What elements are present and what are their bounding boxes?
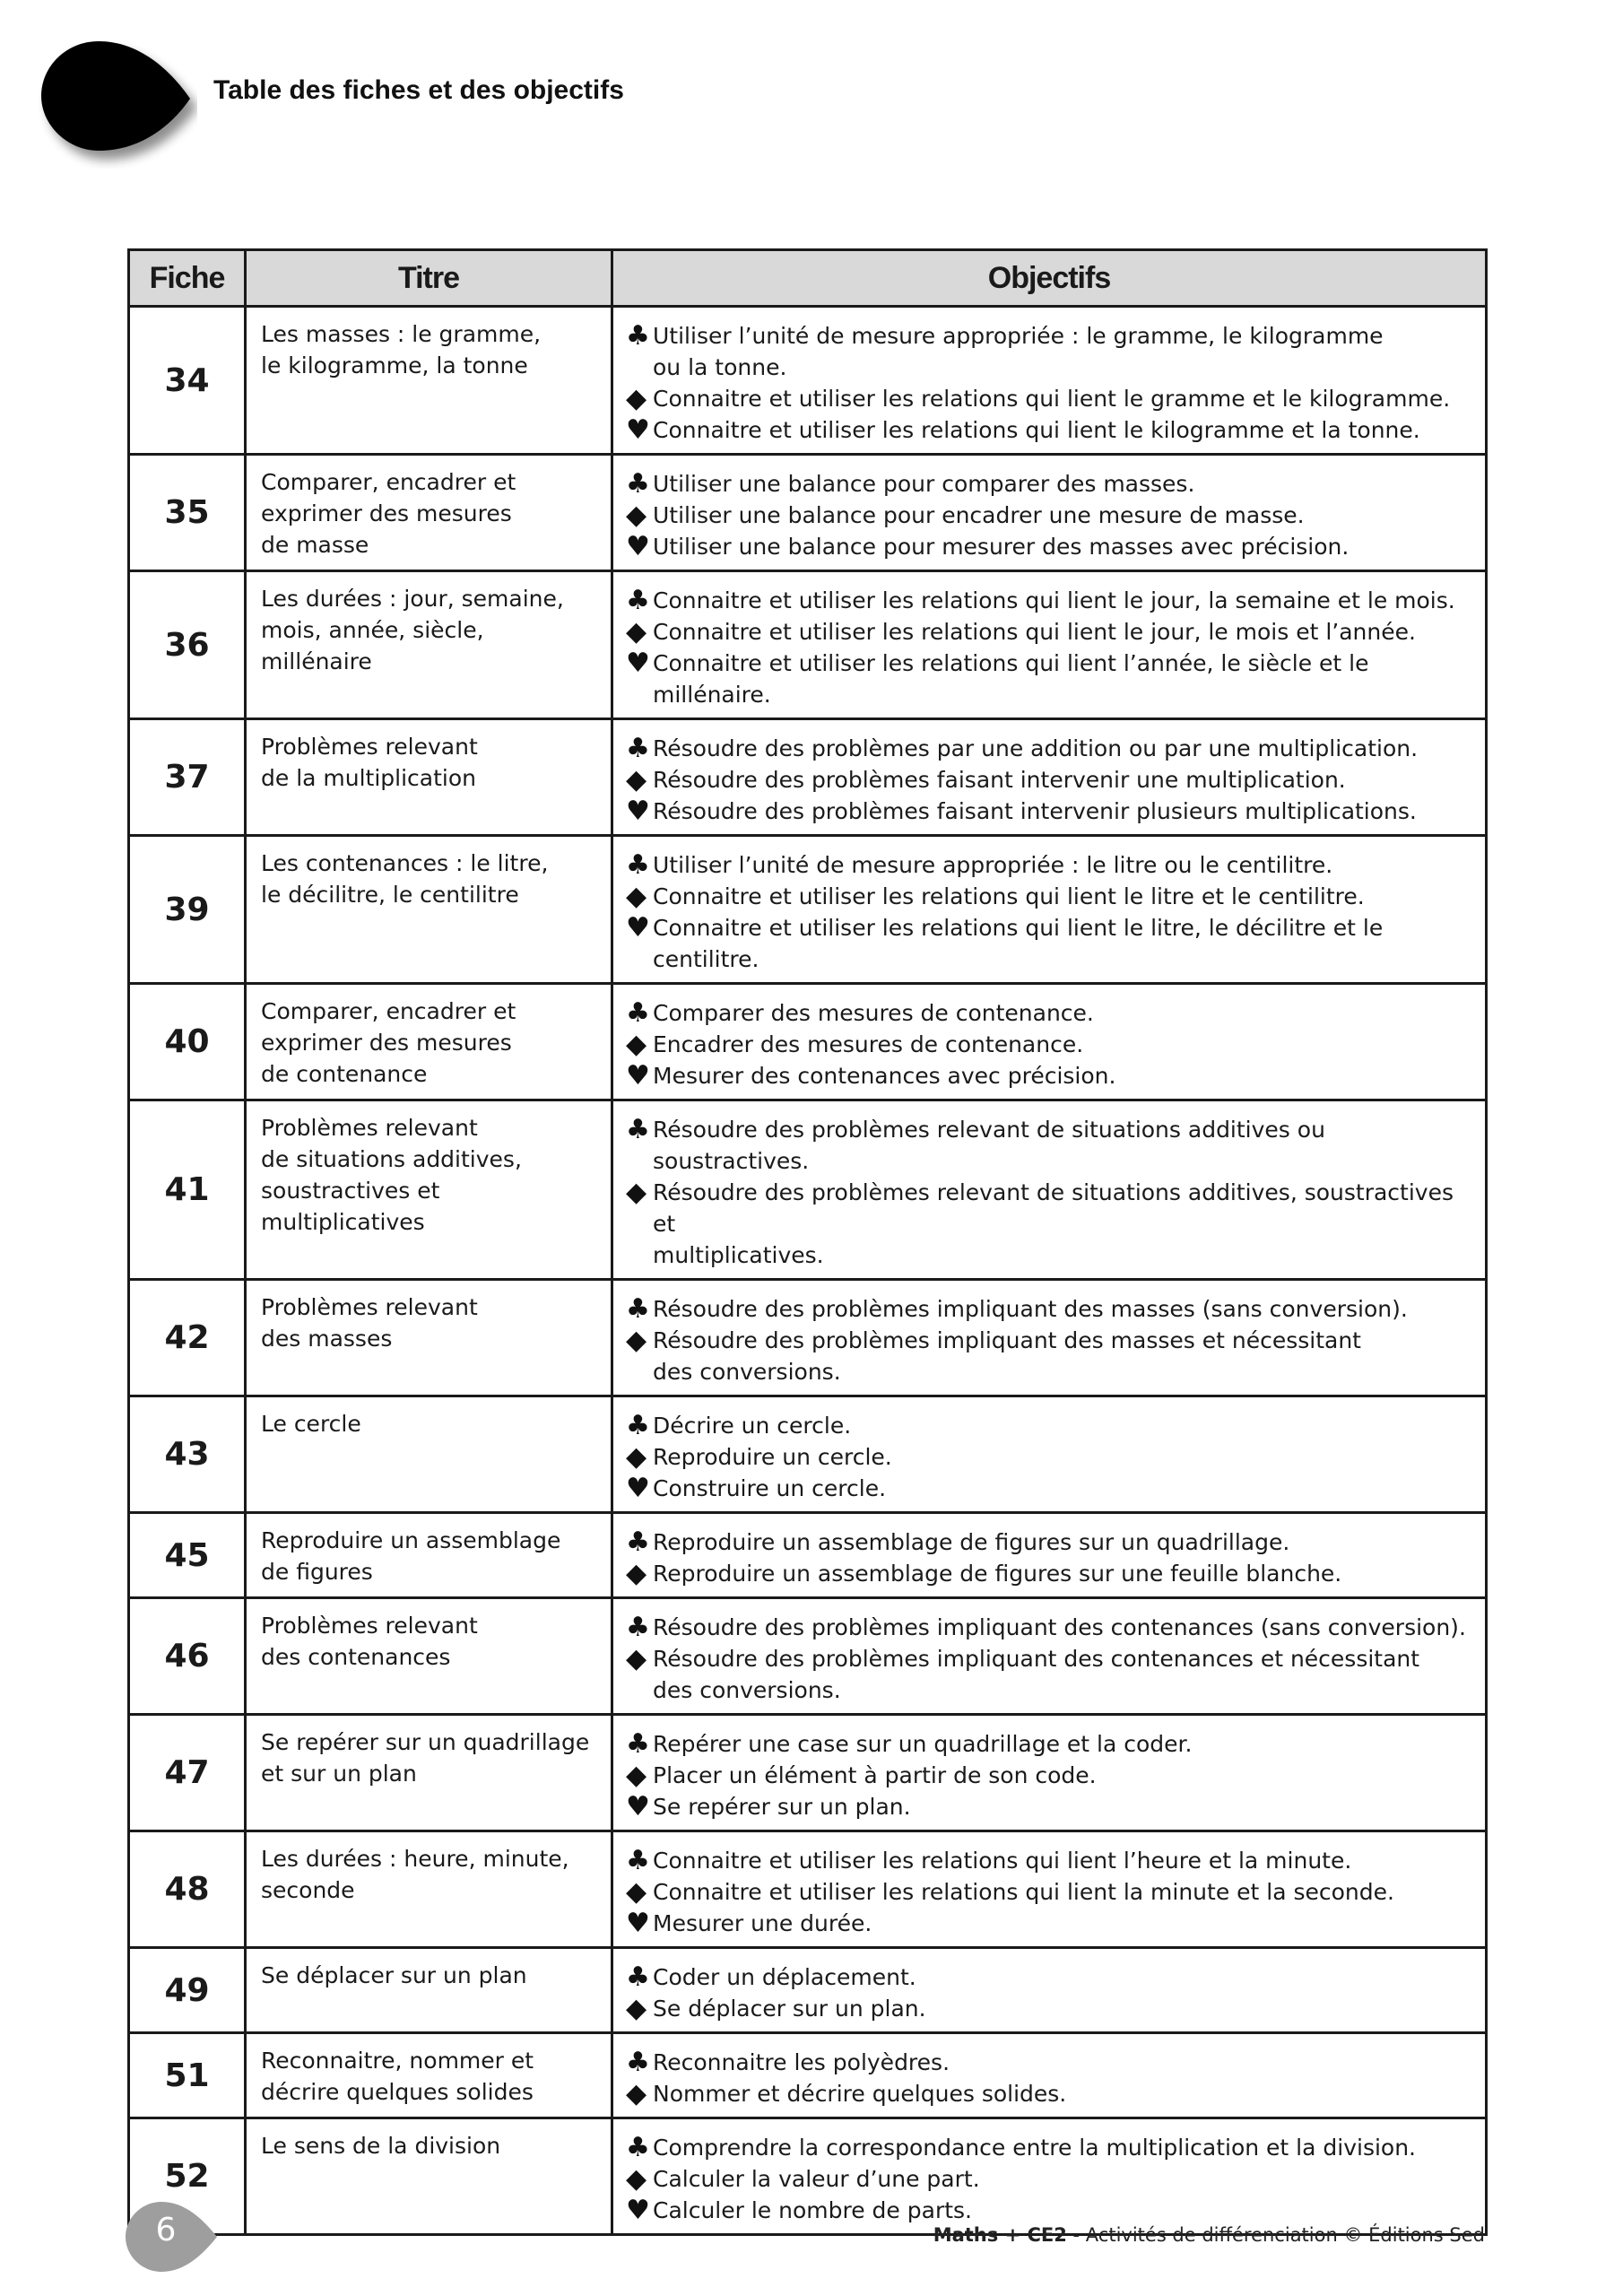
objective-text: Mesurer une durée.: [653, 1910, 872, 1936]
fiche-number: 45: [129, 1513, 246, 1598]
objective-text: Calculer le nombre de parts.: [653, 2197, 972, 2223]
fiche-title: Le cercle: [246, 1396, 612, 1513]
objective-item: [626, 1760, 1478, 1791]
objective-text: Connaitre et utiliser les relations qui lient le litre et le centilitre.: [653, 883, 1365, 909]
club-icon: ♣: [626, 733, 650, 764]
table-row: [129, 1280, 1487, 1396]
objective-text: Utiliser l’unité de mesure appropriée : le gramme, le kilogramme ou la tonne.: [653, 323, 1384, 380]
objective-item: [626, 1961, 1478, 1993]
objective-text: Se déplacer sur un plan.: [653, 1996, 926, 2022]
club-icon: ♣: [626, 1114, 650, 1145]
objective-item: [626, 733, 1478, 764]
fiche-objectives: [612, 1396, 1487, 1513]
fiche-title: Les durées : jour, semaine, mois, année, siècle, millénaire: [246, 571, 612, 719]
diamond-icon: ◆: [626, 1325, 647, 1356]
club-icon: ♣: [626, 1845, 650, 1876]
fiche-objectives: [612, 1831, 1487, 1948]
fiche-objectives: [612, 836, 1487, 984]
fiche-objectives: [612, 1280, 1487, 1396]
objective-text: Résoudre des problèmes par une addition ou par une multiplication.: [653, 735, 1419, 761]
table-row: [129, 984, 1487, 1100]
fiche-title: Problèmes relevant des contenances: [246, 1598, 612, 1715]
fiche-number: 37: [129, 719, 246, 836]
heart-icon: ♥: [626, 414, 650, 446]
diamond-icon: ◆: [626, 500, 647, 531]
objective-item: [626, 1526, 1478, 1558]
objective-item: [626, 1325, 1478, 1387]
club-icon: ♣: [626, 1293, 650, 1325]
fiche-number: 42: [129, 1280, 246, 1396]
heart-icon: ♥: [626, 1473, 650, 1504]
fiche-title: Reproduire un assemblage de figures: [246, 1513, 612, 1598]
diamond-icon: ◆: [626, 881, 647, 912]
objective-item: [626, 648, 1478, 710]
club-icon: ♣: [626, 997, 650, 1029]
objective-item: [626, 1908, 1478, 1939]
heart-icon: ♥: [626, 796, 650, 827]
fiche-number: 36: [129, 571, 246, 719]
heart-icon: ♥: [626, 1060, 650, 1091]
objective-item: [626, 1114, 1478, 1177]
column-header-titre: Titre: [246, 250, 612, 307]
objective-text: Connaitre et utiliser les relations qui lient le jour, le mois et l’année.: [653, 619, 1416, 645]
objective-item: [626, 1060, 1478, 1091]
objective-text: Calculer la valeur d’une part.: [653, 2166, 980, 2192]
diamond-icon: ◆: [626, 1643, 647, 1674]
objective-item: [626, 764, 1478, 796]
fiche-objectives: [612, 1948, 1487, 2033]
diamond-icon: ◆: [626, 1876, 647, 1908]
objective-text: Utiliser une balance pour encadrer une mesure de masse.: [653, 502, 1305, 528]
objective-item: [626, 468, 1478, 500]
heart-icon: ♥: [626, 912, 650, 944]
objective-item: [626, 2132, 1478, 2163]
objective-item: [626, 1029, 1478, 1060]
heart-icon: ♥: [626, 1791, 650, 1822]
objective-item: [626, 796, 1478, 827]
fiche-title: Les contenances : le litre, le décilitre, le centilitre: [246, 836, 612, 984]
objective-item: [626, 1558, 1478, 1589]
objective-text: Se repérer sur un plan.: [653, 1794, 911, 1820]
objective-item: [626, 1993, 1478, 2024]
club-icon: ♣: [626, 1410, 650, 1441]
club-icon: ♣: [626, 2047, 650, 2078]
page-title: Table des fiches et des objectifs: [213, 75, 624, 105]
objective-text: Repérer une case sur un quadrillage et la coder.: [653, 1731, 1193, 1757]
table-row: [129, 719, 1487, 836]
diamond-icon: ◆: [626, 2163, 647, 2195]
fiche-number: 39: [129, 836, 246, 984]
club-icon: ♣: [626, 1526, 650, 1558]
club-icon: ♣: [626, 585, 650, 616]
diamond-icon: ◆: [626, 616, 647, 648]
heart-icon: ♥: [626, 648, 650, 679]
fiche-number: 49: [129, 1948, 246, 2033]
objective-text: Résoudre des problèmes impliquant des contenances (sans conversion).: [653, 1614, 1466, 1640]
objective-item: [626, 2195, 1478, 2226]
fiche-number: 35: [129, 455, 246, 571]
heart-icon: ♥: [626, 2195, 650, 2226]
objective-item: [626, 1441, 1478, 1473]
table-row: [129, 571, 1487, 719]
objectives-table: [127, 248, 1488, 2236]
objective-item: [626, 1473, 1478, 1504]
fiche-number: 48: [129, 1831, 246, 1948]
objective-item: [626, 500, 1478, 531]
fiche-objectives: [612, 2033, 1487, 2118]
club-icon: ♣: [626, 1728, 650, 1760]
objective-text: Mesurer des contenances avec précision.: [653, 1063, 1116, 1089]
diamond-icon: ◆: [626, 1177, 647, 1208]
column-header-fiche: Fiche: [129, 250, 246, 307]
header-badge-shape: [36, 34, 197, 169]
objective-text: Reconnaitre les polyèdres.: [653, 2049, 950, 2075]
fiche-number: 43: [129, 1396, 246, 1513]
objective-text: Résoudre des problèmes impliquant des masses et nécessitant des conversions.: [653, 1327, 1361, 1385]
table-row: [129, 455, 1487, 571]
objective-text: Comparer des mesures de contenance.: [653, 1000, 1094, 1026]
objective-item: [626, 1410, 1478, 1441]
objective-text: Encadrer des mesures de contenance.: [653, 1031, 1084, 1057]
objective-text: Résoudre des problèmes relevant de situations additives, soustractives et multiplicatives.: [653, 1179, 1454, 1268]
objective-item: [626, 997, 1478, 1029]
objective-text: Résoudre des problèmes impliquant des contenances et nécessitant des conversions.: [653, 1646, 1420, 1703]
fiche-number: 41: [129, 1100, 246, 1280]
objective-text: Connaitre et utiliser les relations qui lient le gramme et le kilogramme.: [653, 386, 1451, 412]
fiche-objectives: [612, 719, 1487, 836]
diamond-icon: ◆: [626, 1993, 647, 2024]
objective-item: [626, 1643, 1478, 1706]
footer-credit-text: - Activités de différenciation © Éditions Sed: [1066, 2224, 1485, 2246]
fiche-objectives: [612, 307, 1487, 455]
fiche-title: Problèmes relevant des masses: [246, 1280, 612, 1396]
fiche-number: 51: [129, 2033, 246, 2118]
fiche-title: Reconnaitre, nommer et décrire quelques solides: [246, 2033, 612, 2118]
objective-text: Résoudre des problèmes faisant intervenir une multiplication.: [653, 767, 1346, 793]
objective-text: Résoudre des problèmes impliquant des masses (sans conversion).: [653, 1296, 1408, 1322]
objective-text: Connaitre et utiliser les relations qui lient le jour, la semaine et le mois.: [653, 587, 1455, 613]
fiche-objectives: [612, 1513, 1487, 1598]
heart-icon: ♥: [626, 1908, 650, 1939]
objective-text: Reproduire un assemblage de figures sur une feuille blanche.: [653, 1561, 1342, 1587]
fiche-title: Se déplacer sur un plan: [246, 1948, 612, 2033]
objective-text: Décrire un cercle.: [653, 1413, 852, 1439]
fiche-number: 40: [129, 984, 246, 1100]
fiche-objectives: [612, 984, 1487, 1100]
fiche-objectives: [612, 2118, 1487, 2235]
objective-text: Connaitre et utiliser les relations qui lient l’année, le siècle et le millénaire.: [653, 650, 1369, 708]
objective-item: [626, 531, 1478, 562]
diamond-icon: ◆: [626, 1029, 647, 1060]
table-row: [129, 2118, 1487, 2235]
table-row: [129, 1513, 1487, 1598]
diamond-icon: ◆: [626, 1558, 647, 1589]
fiche-title: Se repérer sur un quadrillage et sur un plan: [246, 1715, 612, 1831]
table-row: [129, 1948, 1487, 2033]
table-row: [129, 1100, 1487, 1280]
objective-text: Coder un déplacement.: [653, 1964, 916, 1990]
fiche-objectives: [612, 1598, 1487, 1715]
objective-item: [626, 585, 1478, 616]
page-number: 6: [155, 2212, 177, 2248]
column-header-objectifs: Objectifs: [612, 250, 1487, 307]
objective-item: [626, 1876, 1478, 1908]
objective-item: [626, 320, 1478, 383]
diamond-icon: ◆: [626, 1441, 647, 1473]
fiche-objectives: [612, 571, 1487, 719]
objective-item: [626, 616, 1478, 648]
fiche-number: 34: [129, 307, 246, 455]
fiche-title: Les durées : heure, minute, seconde: [246, 1831, 612, 1948]
objective-item: [626, 1612, 1478, 1643]
objective-text: Connaitre et utiliser les relations qui lient le kilogramme et la tonne.: [653, 417, 1420, 443]
footer-credit: [933, 2224, 1485, 2246]
fiche-title: Problèmes relevant de la multiplication: [246, 719, 612, 836]
objective-text: Utiliser l’unité de mesure appropriée : le litre ou le centilitre.: [653, 852, 1333, 878]
club-icon: ♣: [626, 1961, 650, 1993]
objective-text: Placer un élément à partir de son code.: [653, 1762, 1097, 1788]
table-row: [129, 1715, 1487, 1831]
diamond-icon: ◆: [626, 383, 647, 414]
table-row: [129, 836, 1487, 984]
objective-text: Comprendre la correspondance entre la multiplication et la division.: [653, 2135, 1417, 2161]
objective-text: Connaitre et utiliser les relations qui lient l’heure et la minute.: [653, 1848, 1352, 1874]
objective-text: Construire un cercle.: [653, 1475, 887, 1501]
club-icon: ♣: [626, 849, 650, 881]
objective-text: Résoudre des problèmes faisant intervenir plusieurs multiplications.: [653, 798, 1417, 824]
objective-item: [626, 912, 1478, 975]
objective-item: [626, 2078, 1478, 2109]
objective-text: Nommer et décrire quelques solides.: [653, 2081, 1067, 2107]
objective-text: Utiliser une balance pour comparer des masses.: [653, 471, 1195, 497]
objective-text: Utiliser une balance pour mesurer des masses avec précision.: [653, 534, 1350, 560]
objective-item: [626, 414, 1478, 446]
diamond-icon: ◆: [626, 764, 647, 796]
fiche-objectives: [612, 1715, 1487, 1831]
objective-text: Connaitre et utiliser les relations qui lient la minute et la seconde.: [653, 1879, 1394, 1905]
club-icon: ♣: [626, 320, 650, 352]
table-row: [129, 1396, 1487, 1513]
fiche-objectives: [612, 1100, 1487, 1280]
objective-item: [626, 2047, 1478, 2078]
objective-item: [626, 881, 1478, 912]
fiche-title: Problèmes relevant de situations additives, soustractives et multiplicatives: [246, 1100, 612, 1280]
fiche-number: 52: [129, 2118, 246, 2235]
fiche-title: Les masses : le gramme, le kilogramme, la tonne: [246, 307, 612, 455]
diamond-icon: ◆: [626, 2078, 647, 2109]
fiche-title: Le sens de la division: [246, 2118, 612, 2235]
fiche-objectives: [612, 455, 1487, 571]
heart-icon: ♥: [626, 531, 650, 562]
diamond-icon: ◆: [626, 1760, 647, 1791]
club-icon: ♣: [626, 468, 650, 500]
table-body: [129, 307, 1487, 2235]
objective-item: [626, 1293, 1478, 1325]
objective-item: [626, 383, 1478, 414]
objective-item: [626, 1791, 1478, 1822]
table-row: [129, 1598, 1487, 1715]
objective-item: [626, 849, 1478, 881]
table-row: [129, 2033, 1487, 2118]
table-row: [129, 1831, 1487, 1948]
club-icon: ♣: [626, 1612, 650, 1643]
objective-text: Résoudre des problèmes relevant de situations additives ou soustractives.: [653, 1117, 1325, 1174]
objective-item: [626, 2163, 1478, 2195]
club-icon: ♣: [626, 2132, 650, 2163]
objective-item: [626, 1177, 1478, 1271]
table-row: [129, 307, 1487, 455]
objective-text: Connaitre et utiliser les relations qui lient le litre, le décilitre et le centilitre.: [653, 915, 1384, 972]
fiche-title: Comparer, encadrer et exprimer des mesures de contenance: [246, 984, 612, 1100]
objective-item: [626, 1728, 1478, 1760]
footer-brand: Maths + CE2: [933, 2224, 1067, 2246]
fiche-title: Comparer, encadrer et exprimer des mesures de masse: [246, 455, 612, 571]
fiche-number: 46: [129, 1598, 246, 1715]
fiche-number: 47: [129, 1715, 246, 1831]
objective-text: Reproduire un cercle.: [653, 1444, 892, 1470]
table-header-row: [129, 250, 1487, 307]
objective-item: [626, 1845, 1478, 1876]
objective-text: Reproduire un assemblage de figures sur un quadrillage.: [653, 1529, 1290, 1555]
